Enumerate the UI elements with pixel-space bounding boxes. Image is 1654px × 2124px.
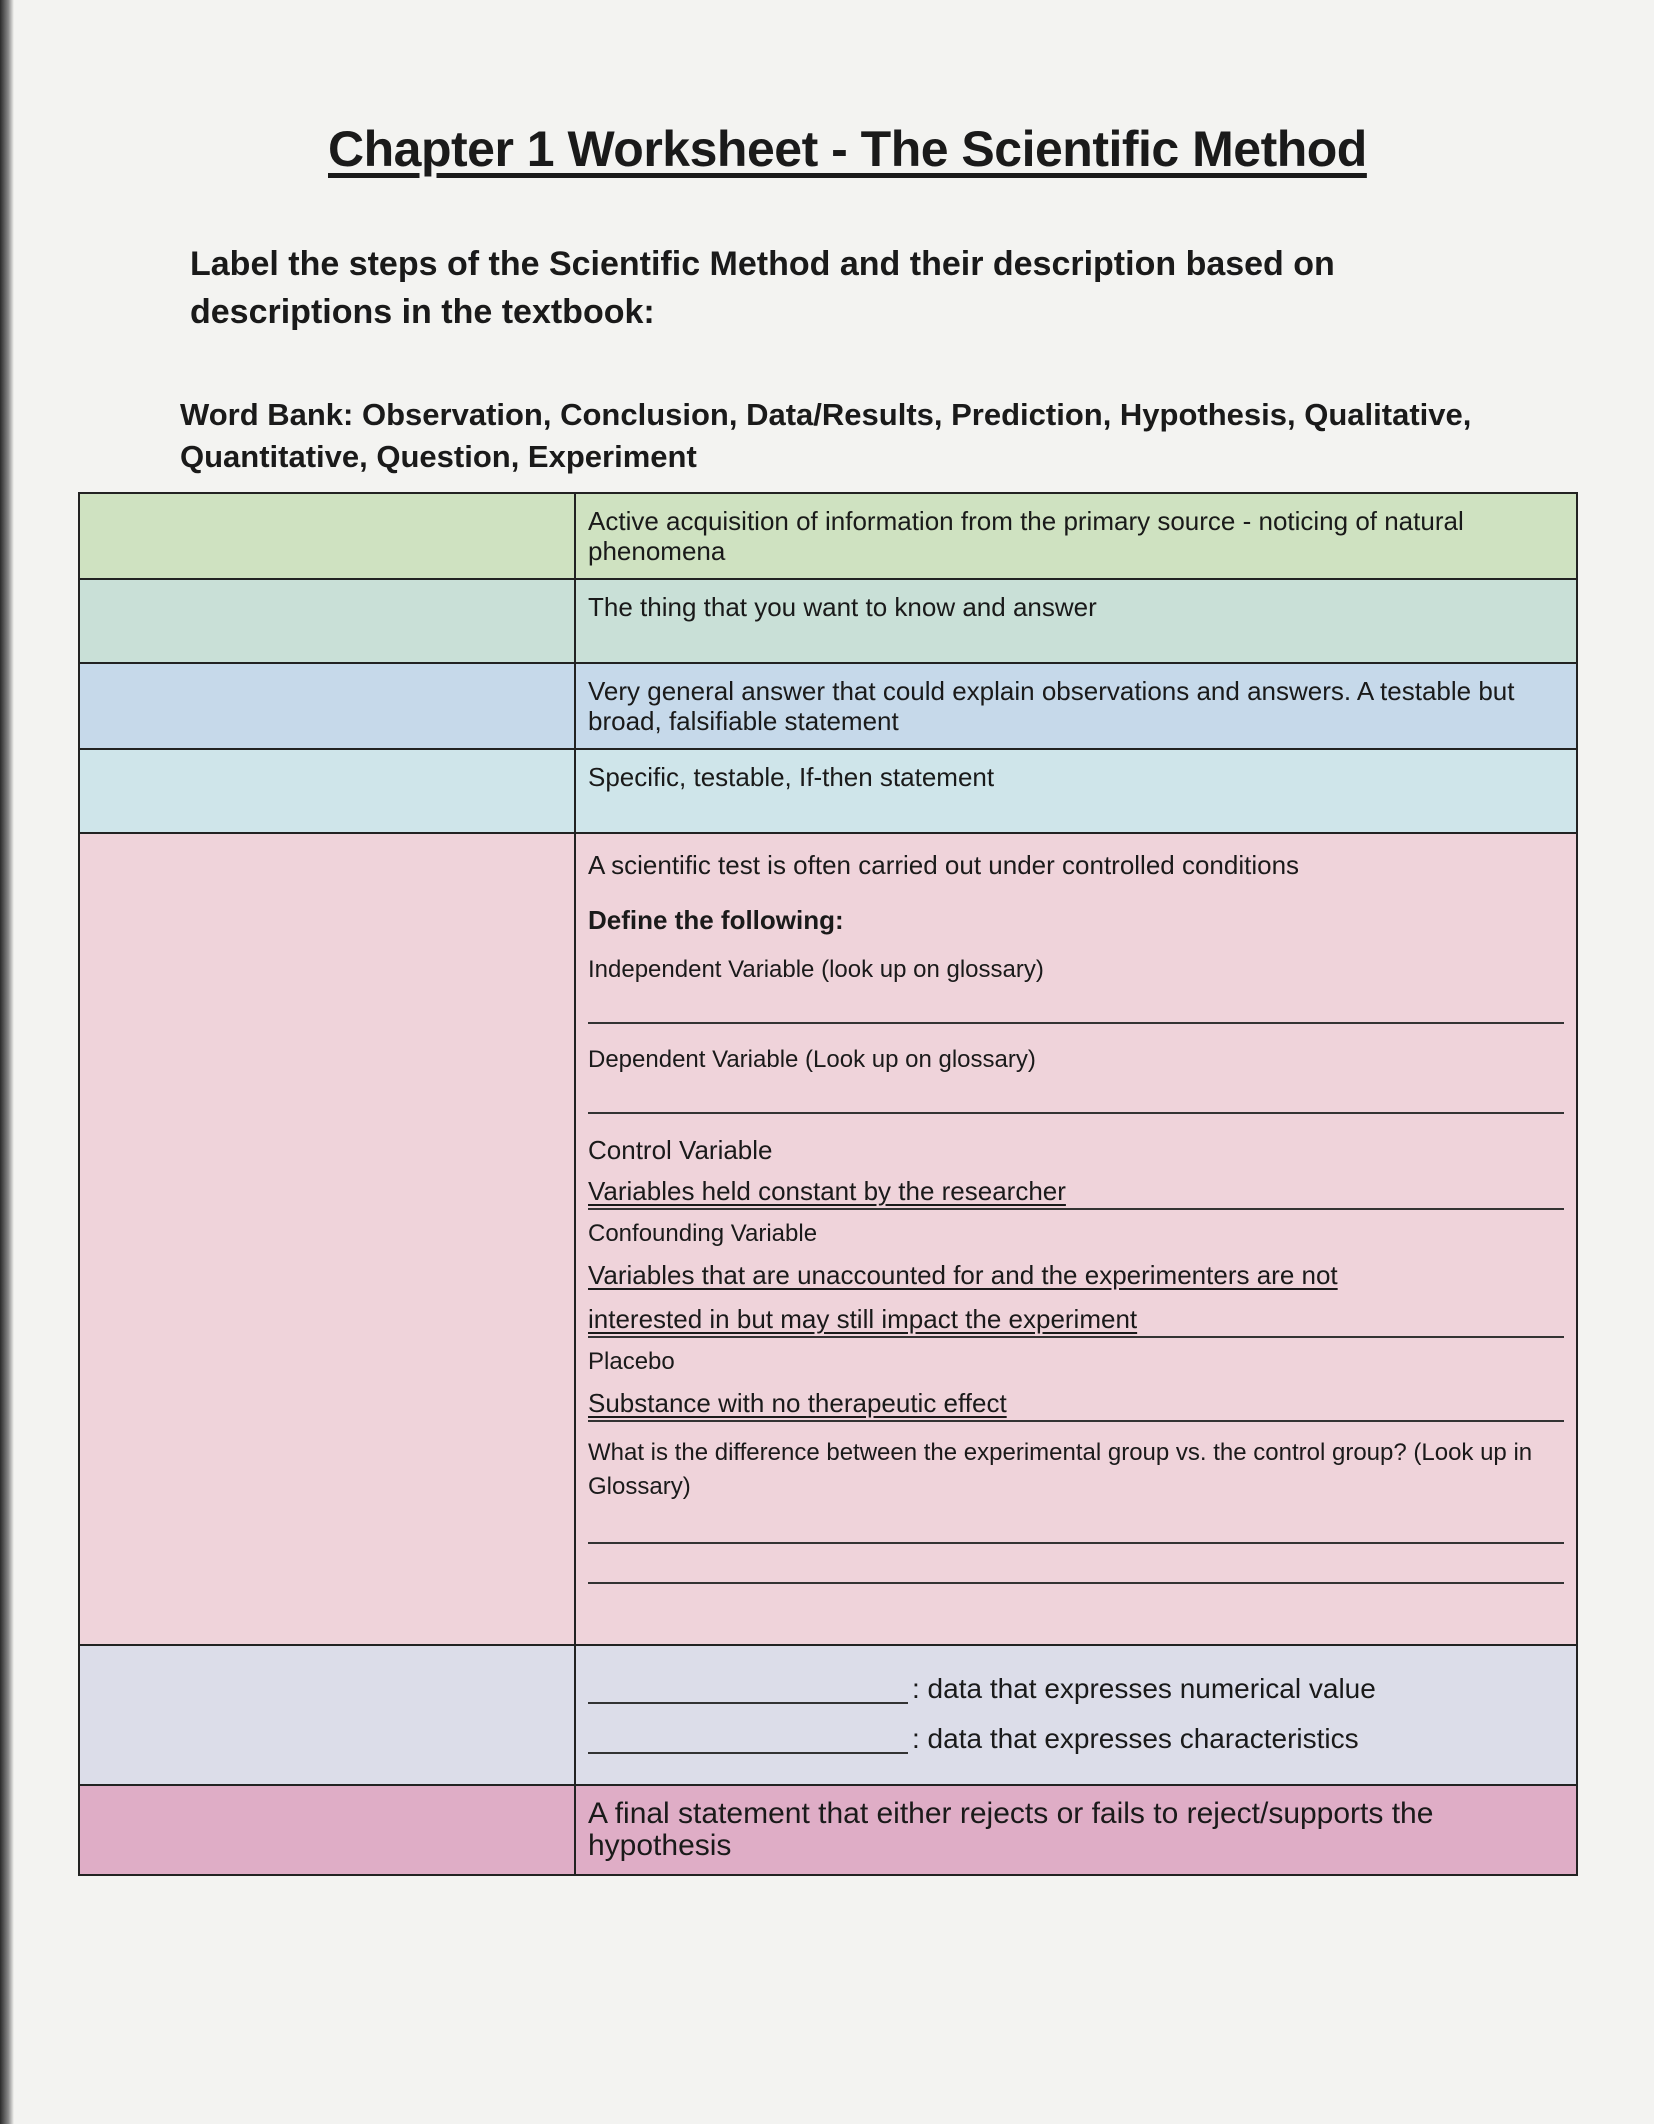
experiment-description: A scientific test is often carried out under controlled conditions	[588, 850, 1300, 880]
instructions: Label the steps of the Scientific Method and their description based on descriptions in the textbook:	[190, 245, 1335, 331]
placebo-label: Placebo	[588, 1348, 675, 1375]
term-blank-experiment[interactable]	[79, 833, 575, 1645]
worksheet-page	[60, 120, 1600, 1862]
quantitative-definition: : data that expresses numerical value	[912, 1673, 1376, 1704]
independent-variable-answer-line[interactable]	[588, 990, 1564, 1024]
description-cell: The thing that you want to know and answer	[575, 579, 1577, 663]
control-variable-answer[interactable]: Variables held constant by the researcher	[588, 1176, 1564, 1210]
worksheet-title: Chapter 1 Worksheet - The Scientific Method	[328, 121, 1367, 177]
group-difference-answer-line-2[interactable]	[588, 1550, 1564, 1584]
placebo-answer[interactable]: Substance with no therapeutic effect	[588, 1388, 1564, 1422]
dependent-variable-answer-line[interactable]	[588, 1080, 1564, 1114]
confounding-variable-answer-2[interactable]: interested in but may still impact the experiment	[588, 1304, 1564, 1338]
qualitative-row	[588, 1722, 1564, 1754]
description-cell: Specific, testable, If-then statement	[575, 749, 1577, 833]
data-types-cell	[575, 1645, 1577, 1785]
description-cell: Very general answer that could explain observations and answers. A testable but broad, falsifiable statement	[575, 663, 1577, 749]
confounding-variable-answer-1[interactable]: Variables that are unaccounted for and the experimenters are not	[588, 1260, 1338, 1290]
independent-variable-label: Independent Variable (look up on glossary)	[588, 956, 1044, 983]
term-blank-data-results[interactable]	[79, 1645, 575, 1785]
define-heading: Define the following:	[588, 905, 844, 935]
description-cell: Active acquisition of information from the primary source - noticing of natural phenomena	[575, 493, 1577, 579]
table-row	[79, 663, 1577, 749]
group-difference-question: What is the difference between the experimental group vs. the control group? (Look up in Glossary)	[588, 1439, 1533, 1500]
experiment-cell	[575, 833, 1577, 1645]
quantitative-blank[interactable]	[588, 1672, 908, 1704]
term-blank-conclusion[interactable]	[79, 1785, 575, 1875]
word-bank: Word Bank: Observation, Conclusion, Data/Results, Prediction, Hypothesis, Qualitative, Quantitative, Question, Experiment	[180, 397, 1472, 474]
table-row	[79, 579, 1577, 663]
table-row	[79, 1785, 1577, 1875]
conclusion-description: A final statement that either rejects or fails to reject/supports the hypothesis	[575, 1785, 1577, 1875]
qualitative-definition: : data that expresses characteristics	[912, 1723, 1359, 1754]
qualitative-blank[interactable]	[588, 1722, 908, 1754]
photo-shadow-edge	[0, 0, 14, 2124]
confounding-variable-label: Confounding Variable	[588, 1220, 818, 1247]
scientific-method-table	[78, 492, 1578, 1876]
term-blank-question[interactable]	[79, 579, 575, 663]
term-blank-observation[interactable]	[79, 493, 575, 579]
control-variable-label: Control Variable	[588, 1135, 773, 1165]
dependent-variable-label: Dependent Variable (Look up on glossary)	[588, 1046, 1036, 1073]
term-blank-hypothesis[interactable]	[79, 663, 575, 749]
table-row	[79, 749, 1577, 833]
table-row	[79, 1645, 1577, 1785]
group-difference-answer-line-1[interactable]	[588, 1510, 1564, 1544]
term-blank-prediction[interactable]	[79, 749, 575, 833]
quantitative-row	[588, 1672, 1564, 1704]
table-row	[79, 493, 1577, 579]
table-row	[79, 833, 1577, 1645]
